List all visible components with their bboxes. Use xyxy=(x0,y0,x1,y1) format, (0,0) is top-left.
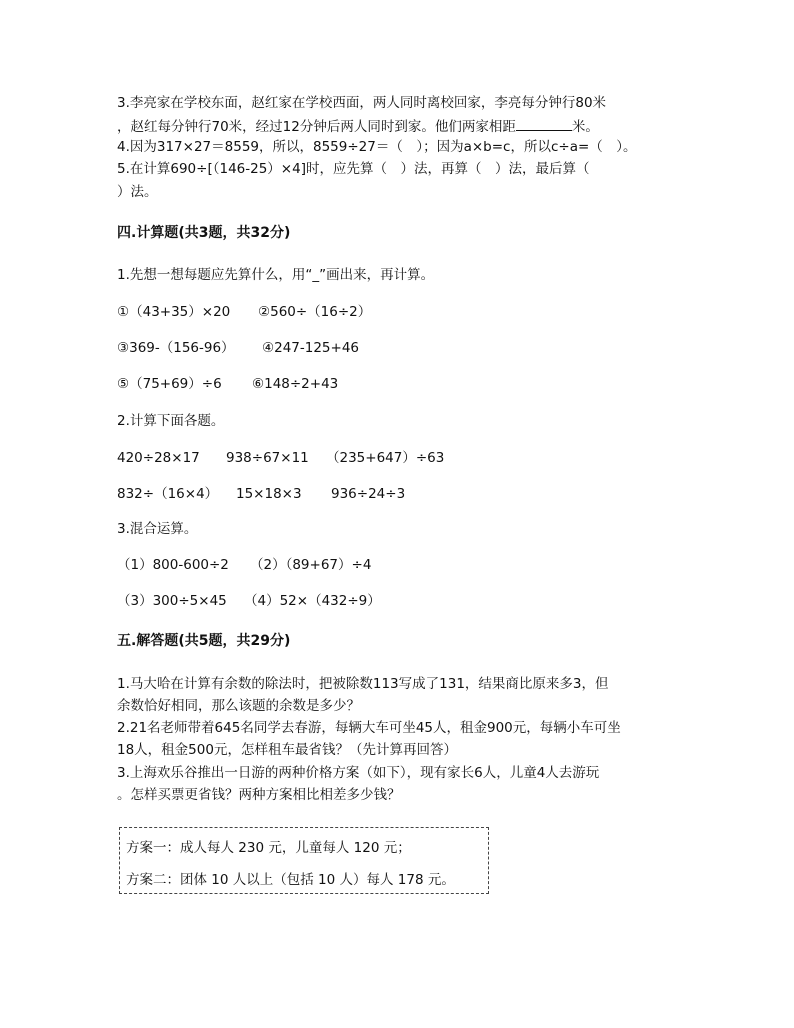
question-3-line-2 xyxy=(117,116,599,138)
word-q2-line-2: 18人，租金500元，怎样租车最省钱？（先计算再回答） xyxy=(117,742,457,758)
calc-q1-item: ④247-125+46 xyxy=(262,340,359,356)
question-3-line-1: 3.李亮家在学校东面，赵红家在学校西面，两人同时离校回家，李亮每分钟行80米 xyxy=(117,95,607,111)
calc-q2-item: 936÷24÷3 xyxy=(331,486,406,502)
calc-q3-item: （2）（89+67）÷4 xyxy=(250,557,372,573)
calc-q1-item: ⑤（75+69）÷6 xyxy=(117,376,222,392)
calc-q2-item: 938÷67×11 xyxy=(226,450,309,466)
section-4-heading: 四.计算题(共3题，共32分) xyxy=(117,225,291,241)
question-5-line-1: 5.在计算690÷[（146-25）×4]时，应先算（ ）法，再算（ ）法，最后算（ xyxy=(117,161,590,177)
calc-q3-item: （1）800-600÷2 xyxy=(117,557,229,573)
calc-q1-item: ①（43+35）×20 xyxy=(117,304,231,320)
question-3-line-2-text: ，赵红每分钟行70米，经过12分钟后两人同时到家。他们两家相距 xyxy=(117,119,516,135)
calc-q3-item: （3）300÷5×45 xyxy=(117,593,227,609)
calc-q3-title: 3.混合运算。 xyxy=(117,521,198,537)
word-q1-line-1: 1.马大哈在计算有余数的除法时，把被除数113写成了131，结果商比原来多3，但 xyxy=(117,676,609,692)
calc-q2-item: （235+647）÷63 xyxy=(326,450,445,466)
word-q3-line-1: 3.上海欢乐谷推出一日游的两种价格方案（如下），现有家长6人，儿童4人去游玩 xyxy=(117,765,600,781)
price-plan-2: 方案二：团体 10 人以上（包括 10 人）每人 178 元。 xyxy=(126,872,455,888)
word-q3-line-2: 。怎样买票更省钱？两种方案相比相差多少钱？ xyxy=(117,787,401,803)
word-q2-line-1: 2.21名老师带着645名同学去春游，每辆大车可坐45人，租金900元，每辆小车可坐 xyxy=(117,720,621,736)
calc-q2-item: 15×18×3 xyxy=(236,486,302,502)
calc-q2-title: 2.计算下面各题。 xyxy=(117,413,225,429)
calc-q1-item: ③369-（156-96） xyxy=(117,340,235,356)
word-q1-line-2: 余数恰好相同，那么该题的余数是多少？ xyxy=(117,698,360,714)
calc-q1-item: ⑥148÷2+43 xyxy=(252,376,339,392)
answer-blank xyxy=(516,116,572,131)
calc-q1-title: 1.先想一想每题应先算什么，用“_”画出来，再计算。 xyxy=(117,267,435,283)
question-3-unit: 米。 xyxy=(571,119,599,135)
calc-q3-item: （4）52×（432÷9） xyxy=(244,593,381,609)
calc-q2-item: 420÷28×17 xyxy=(117,450,200,466)
section-5-heading: 五.解答题(共5题，共29分) xyxy=(117,633,291,649)
calc-q2-item: 832÷（16×4） xyxy=(117,486,219,502)
calc-q1-item: ②560÷（16÷2） xyxy=(258,304,372,320)
price-plan-box xyxy=(119,827,489,894)
question-4: 4.因为317×27＝8559，所以，8559÷27＝（ ）；因为a×b=c，所以c÷a=（ ）。 xyxy=(117,139,637,155)
question-5-line-2: ）法。 xyxy=(117,184,158,200)
price-plan-1: 方案一：成人每人 230 元，儿童每人 120 元； xyxy=(126,840,411,856)
